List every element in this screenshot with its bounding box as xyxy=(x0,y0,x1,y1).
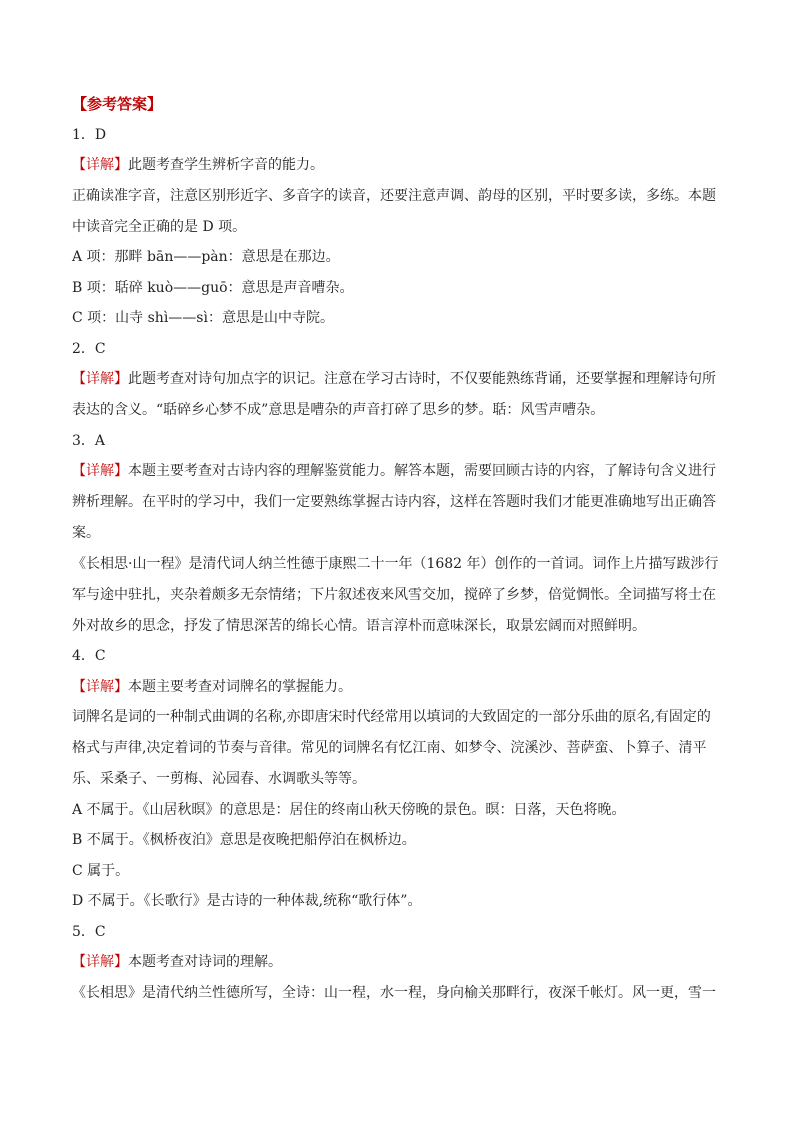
detail-tag: 【详解】 xyxy=(72,463,128,479)
answer-3-poem-line: 《长相思·山一程》是清代词人纳兰性德于康熙二十一年（1682 年）创作的一首词。词作上片描写跋涉行 xyxy=(72,555,719,572)
answer-3-number: 3．A xyxy=(72,432,106,449)
answer-5-number: 5．C xyxy=(72,923,106,940)
answer-1-detail xyxy=(72,155,734,175)
answer-2-detail xyxy=(72,369,734,420)
answer-1-option-a: A 项：那畔 bān——pàn：意思是在那边。 xyxy=(72,249,340,265)
section-title: 【参考答案】 xyxy=(72,95,163,113)
detail-tag: 【详解】 xyxy=(72,678,128,695)
answer-4-detail xyxy=(72,677,734,697)
answer-4-body-line: 格式与声律,决定着词的节奏与音律。常见的词牌名有忆江南、如梦令、浣溪沙、菩萨蛮、卜算子、清平 xyxy=(72,740,707,756)
answer-2-line xyxy=(72,369,734,389)
answer-3-text: 本题主要考查对古诗内容的理解鉴赏能力。解答本题，需要回顾古诗的内容，了解诗句含义进行 xyxy=(128,463,716,479)
detail-tag: 【详解】 xyxy=(72,371,128,387)
answer-1-body xyxy=(72,186,734,237)
answer-1-option-c: C 项：山寺 shì——sì：意思是山中寺院。 xyxy=(72,310,334,326)
answer-3-detail xyxy=(72,461,734,543)
answer-4-option-a: A 不属于。《山居秋暝》的意思是：居住的终南山秋天傍晚的景色。暝：日落，天色将晚。 xyxy=(72,801,626,818)
answer-5-body-line: 《长相思》是清代纳兰性德所写，全诗：山一程，水一程，身向榆关那畔行，夜深千帐灯。风一更，雪一 xyxy=(72,984,716,1001)
answer-4-body-line: 词牌名是词的一种制式曲调的名称,亦即唐宋时代经常用以填词的大致固定的一部分乐曲的原名,有固定的 xyxy=(72,709,711,725)
answer-1-body-line: 正确读准字音，注意区别形近字、多音字的读音，还要注意声调、韵母的区别，平时要多读，多练。本题 xyxy=(72,187,716,204)
detail-tag: 【详解】 xyxy=(72,954,128,970)
answer-1-option-b: B 项：聒碎 kuò——guō：意思是声音嘈杂。 xyxy=(72,279,354,296)
answer-3-poem-intro xyxy=(72,554,734,636)
answer-2-line: 表达的含义。“聒碎乡心梦不成”意思是嘈杂的声音打碎了思乡的梦。聒：风雪声嘈杂。 xyxy=(72,402,605,418)
answer-4-body-line: 乐、采桑子、一剪梅、沁园春、水调歌头等等。 xyxy=(72,771,366,787)
answer-4-number: 4．C xyxy=(72,648,106,664)
answer-3-line xyxy=(72,461,734,481)
answer-4-body xyxy=(72,707,734,789)
answer-1-number: 1．D xyxy=(72,126,107,143)
answer-4-option-c: C 属于。 xyxy=(72,862,130,879)
answer-2-text: 此题考查对诗句加点字的识记。注意在学习古诗时，不仅要能熟练背诵，还要掌握和理解诗句所 xyxy=(128,371,716,387)
answer-5-intro: 本题考查对诗词的理解。 xyxy=(128,954,282,970)
answer-2-number: 2．C xyxy=(72,340,106,357)
answer-4-option-d: D 不属于。《长歌行》是古诗的一种体裁,统称“歌行体”。 xyxy=(72,893,422,909)
answer-1-body-line: 中读音完全正确的是 D 项。 xyxy=(72,218,247,235)
answer-4-intro: 本题主要考查对词牌名的掌握能力。 xyxy=(128,678,352,695)
answer-3-line: 案。 xyxy=(72,525,100,541)
answer-5-detail xyxy=(72,952,734,972)
detail-tag: 【详解】 xyxy=(72,157,128,173)
answer-3-poem-line: 外对故乡的思念，抒发了情思深苦的绵长心情。语言淳朴而意味深长，取景宏阔而对照鲜明。 xyxy=(72,617,646,634)
answer-3-line: 辨析理解。在平时的学习中，我们一定要熟练掌握古诗内容，这样在答题时我们才能更准确地写出正确答 xyxy=(72,494,716,510)
answer-1-intro: 此题考查学生辨析字音的能力。 xyxy=(128,157,324,173)
answer-4-option-b: B 不属于。《枫桥夜泊》意思是夜晚把船停泊在枫桥边。 xyxy=(72,832,416,848)
answer-3-poem-line: 军与途中驻扎，夹杂着颇多无奈情绪；下片叙述夜来风雪交加，搅碎了乡梦，倍觉惆怅。全词描写将士在 xyxy=(72,586,716,603)
